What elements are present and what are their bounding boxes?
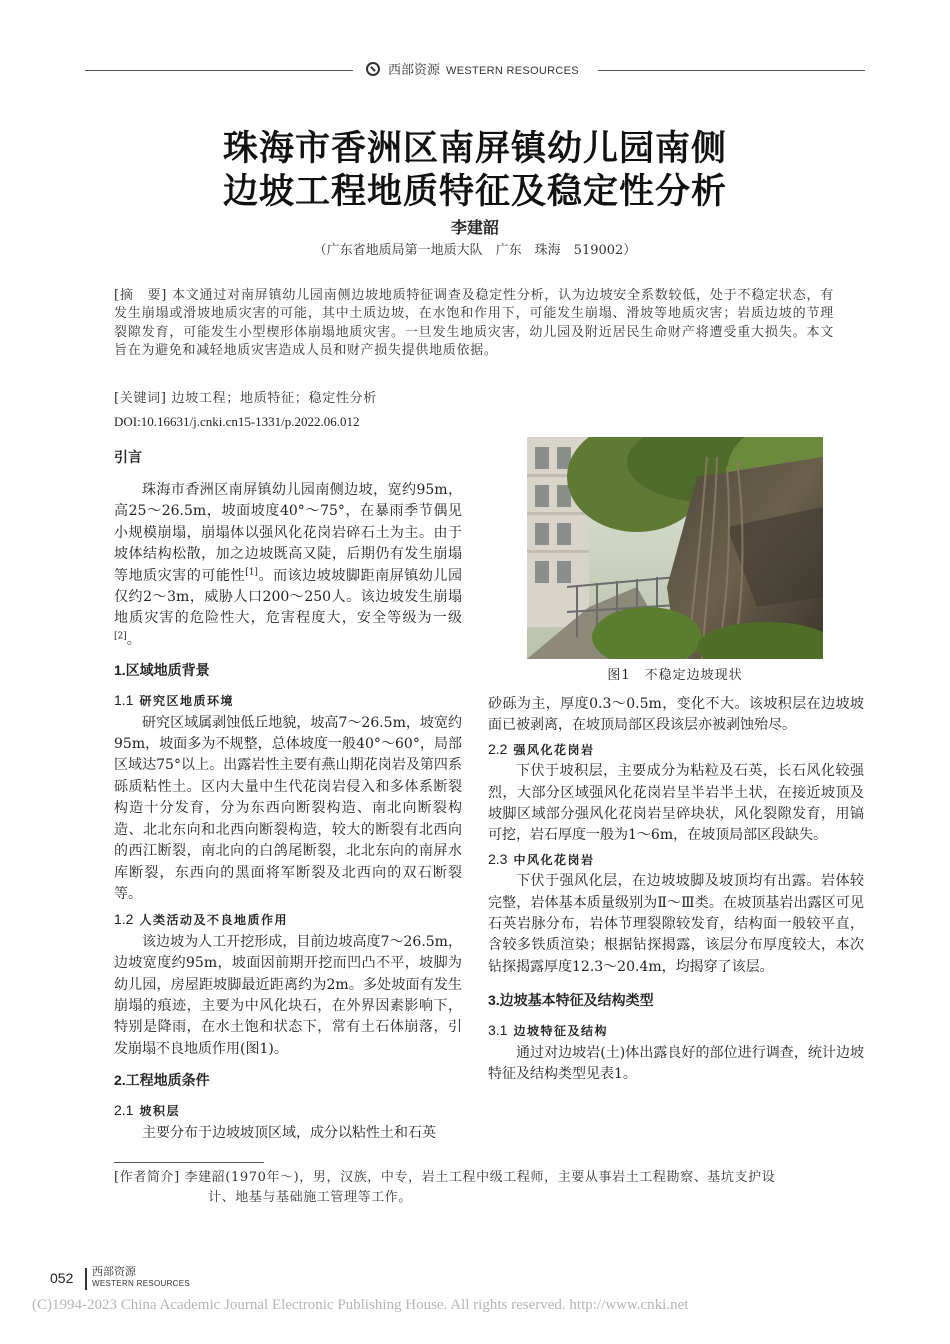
keywords-label: [关键词]	[114, 391, 167, 406]
doi: DOI:10.16631/j.cnki.cn15-1331/p.2022.06.012	[114, 414, 360, 429]
journal-logo-icon	[366, 62, 380, 76]
abstract	[114, 287, 834, 361]
section-3-heading: 3.边坡基本特征及结构类型	[488, 992, 654, 1009]
title-line-2: 边坡工程地质特征及稳定性分析	[222, 171, 727, 212]
section-3-1-heading: 3.1 边坡特征及结构	[488, 1022, 608, 1039]
affiliation: （广东省地质局第一地质大队 广东 珠海 519002）	[313, 243, 637, 258]
title-line-1: 珠海市香洲区南屏镇幼儿园南侧	[222, 128, 727, 169]
section-1-2-paragraph: 该边坡为人工开挖形成，目前边坡高度7～26.5m，边坡宽度约95m，坡面因前期开挖而凹凸不平，坡脚为幼儿园，房屋距坡脚最近距离约为2m。多处坡面有发生崩塌的痕迹，主要为中风化块石，在外界因素影响下，特别是降雨，在水土饱和状态下，常有土石体崩落，引发崩塌不良地质作用(图1)。	[114, 933, 462, 1057]
abstract-label: [摘 要]	[114, 288, 168, 303]
header-rule-left	[85, 70, 353, 71]
citation-1[interactable]: [1]	[245, 566, 258, 577]
page-number: 052	[50, 1270, 74, 1286]
journal-name-en: WESTERN RESOURCES	[446, 65, 579, 77]
footnote-line-2: 计、地基与基础施工管理等工作。	[208, 1190, 413, 1205]
section-3-1-paragraph: 通过对边坡岩(土)体出露良好的部位进行调查，统计边坡特征及结构类型见表1。	[488, 1044, 864, 1083]
footer-brand	[92, 1266, 190, 1290]
footer-divider	[85, 1268, 87, 1290]
abstract-text: 本文通过对南屏镇幼儿园南侧边坡地质特征调查及稳定性分析，认为边坡安全系数较低，处于不稳定状态，有发生崩塌或滑坡地质灾害的可能，其中土质边坡，在水饱和作用下，可能发生崩塌、滑坡等地质灾害；岩质边坡的节理裂隙发育，可能发生小型楔形体崩塌地质灾害。一旦发生地质灾害，幼儿园及附近居民生命财产将遭受重大损失。本文旨在为避免和减轻地质灾害造成人员和财产损失提供地质依据。	[114, 288, 834, 359]
section-2-2-paragraph: 下伏于坡积层，主要成分为粘粒及石英，长石风化较强烈，大部分区域强风化花岗岩呈半岩半土状，在接近坡顶及坡脚区域部分强风化花岗岩呈碎块状，风化裂隙发育，用镐可挖，岩石厚度一般为1～6m，在坡顶局部区段缺失。	[488, 763, 864, 844]
left-column	[114, 447, 462, 1144]
footer-brand-en: WESTERN RESOURCES	[92, 1279, 190, 1288]
intro-heading: 引言	[114, 449, 142, 465]
running-header	[388, 62, 579, 79]
section-1-2-heading: 1.2 人类活动及不良地质作用	[114, 911, 288, 928]
intro-paragraph: 珠海市香洲区南屏镇幼儿园南侧边坡，宽约95m，高25～26.5m，坡面坡度40°～75°，在暴雨季节偶见小规模崩塌，崩塌体以强风化花岗岩碎石土为主。由于坡体结构松散，加之边坡既高又陡，后期仍有发生崩塌等地质灾害的可能性[1]。而该边坡坡脚距南屏镇幼儿园仅约2～3m，威胁人口200～250人。该边坡发生崩塌地质灾害的危险性大，危害程度大，安全等级为一级[2]。	[114, 482, 463, 648]
section-2-3-paragraph: 下伏于强风化层，在边坡坡脚及坡顶均有出露。岩体较完整，岩体基本质量级别为Ⅱ～Ⅲ类。在坡顶基岩出露区可见石英岩脉分布，岩体节理裂隙较发育，结构面一般较平直，含较多铁质渲染；根据钻探揭露，该层分布厚度较大，本次钻探揭露厚度12.3～20.4m，均揭穿了该层。	[488, 873, 864, 975]
footnote-rule	[114, 1162, 264, 1163]
author-name: 李建韶	[450, 220, 499, 237]
section-2-heading: 2.工程地质条件	[114, 1072, 210, 1089]
figure-1-photo	[527, 437, 823, 659]
header-rule-right	[598, 70, 865, 71]
author-bio-footnote	[114, 1168, 854, 1208]
section-2-1-paragraph: 主要分布于边坡坡顶区域，成分以粘性土和石英	[142, 1124, 436, 1141]
footnote-label: [作者简介]	[114, 1170, 180, 1185]
section-2-2-heading: 2.2 强风化花岗岩	[488, 740, 595, 757]
footer-brand-cn: 西部资源	[92, 1266, 136, 1278]
citation-2[interactable]: [2]	[114, 631, 127, 642]
footnote-line-1: [作者简介] 李建韶(1970年～)，男，汉族，中专，岩土工程中级工程师，主要从事岩土工程勘察、基坑支护设	[114, 1170, 776, 1185]
journal-name-cn: 西部资源	[388, 62, 441, 77]
copyright-watermark: (C)1994-2023 China Academic Journal Electronic Publishing House. All rights reserved. http://www.cnki.net	[32, 1297, 689, 1313]
right-column	[488, 694, 864, 1086]
keywords	[114, 390, 377, 408]
section-1-heading: 1.区域地质背景	[114, 662, 210, 679]
section-2-3-heading: 2.3 中风化花岗岩	[488, 850, 595, 867]
keywords-text: 边坡工程；地质特征；稳定性分析	[171, 391, 378, 406]
section-2-1-paragraph-continued: 砂砾为主，厚度0.3～0.5m，变化不大。该坡积层在边坡坡面已被剥离，在坡顶局部区段该层亦被剥蚀殆尽。	[488, 696, 864, 734]
unstable-slope-photo	[527, 437, 823, 659]
section-1-1-heading: 1.1 研究区地质环境	[114, 692, 234, 709]
section-2-1-heading: 2.1 坡积层	[114, 1102, 180, 1119]
figure-1-caption: 图1 不稳定边坡现状	[607, 668, 743, 683]
section-1-1-paragraph: 研究区域属剥蚀低丘地貌，坡高7～26.5m，坡宽约95m，坡面多为不规整，总体坡度一般40°～60°，局部区域达75°以上。出露岩性主要有燕山期花岗岩及第四系砾质粘性土。区内大量中生代花岗岩侵入和多体系断裂构造十分发育，分为东西向断裂构造、南北向断裂构造、北北东向和北西向断裂构造，较大的断裂有北西向的西江断裂，南北向的白鸽尾断裂，北北东向的南屏水库断裂，东西向的黑面将军断裂及北西向的双石断裂等。	[114, 714, 462, 902]
